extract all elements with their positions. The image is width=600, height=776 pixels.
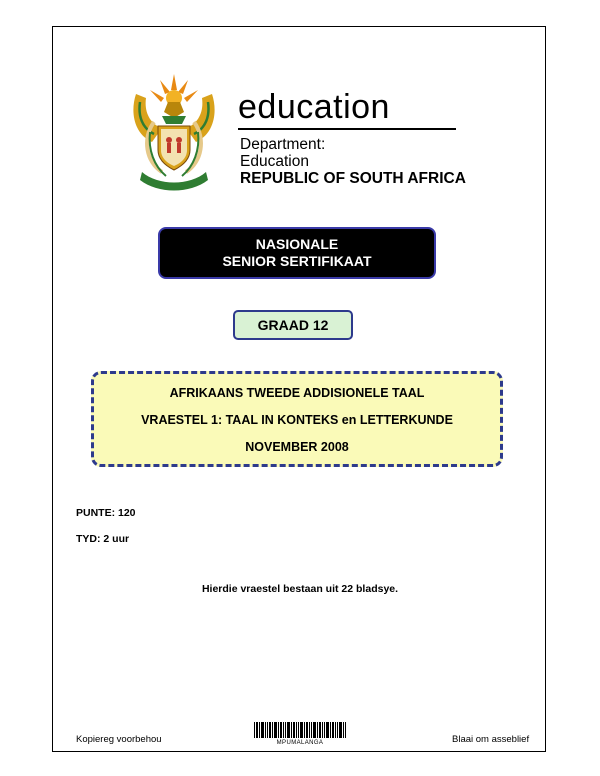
- coat-of-arms-icon: [128, 72, 220, 192]
- page-count-note: Hierdie vraestel bestaan uit 22 bladsye.: [201, 583, 399, 595]
- subject-panel: [91, 371, 503, 467]
- dept-line-1: Department:: [240, 136, 326, 153]
- certificate-banner: [158, 227, 436, 279]
- turn-page-note: Blaai om asseblief: [452, 734, 530, 745]
- paper-title: VRAESTEL 1: TAAL IN KONTEKS en LETTERKUNDE: [141, 413, 453, 427]
- certificate-line-1: NASIONALE: [255, 236, 339, 252]
- country-name: REPUBLIC OF SOUTH AFRICA: [240, 170, 466, 187]
- dept-line-2: Education: [240, 153, 309, 170]
- barcode-icon: [254, 722, 346, 738]
- time-label: TYD: 2 uur: [76, 533, 130, 545]
- copyright-note: Kopiereg voorbehou: [76, 734, 162, 745]
- barcode-label: MPUMALANGA: [276, 740, 324, 746]
- certificate-line-2: SENIOR SERTIFIKAAT: [222, 253, 372, 269]
- marks-label: PUNTE: 120: [76, 507, 136, 519]
- grade-badge: GRAAD 12: [233, 310, 353, 340]
- exam-date: NOVEMBER 2008: [245, 440, 349, 454]
- brand-divider: [238, 128, 456, 130]
- brand-wordmark: education: [238, 88, 390, 126]
- department-block: [240, 136, 466, 187]
- subject-title: AFRIKAANS TWEEDE ADDISIONELE TAAL: [169, 386, 425, 400]
